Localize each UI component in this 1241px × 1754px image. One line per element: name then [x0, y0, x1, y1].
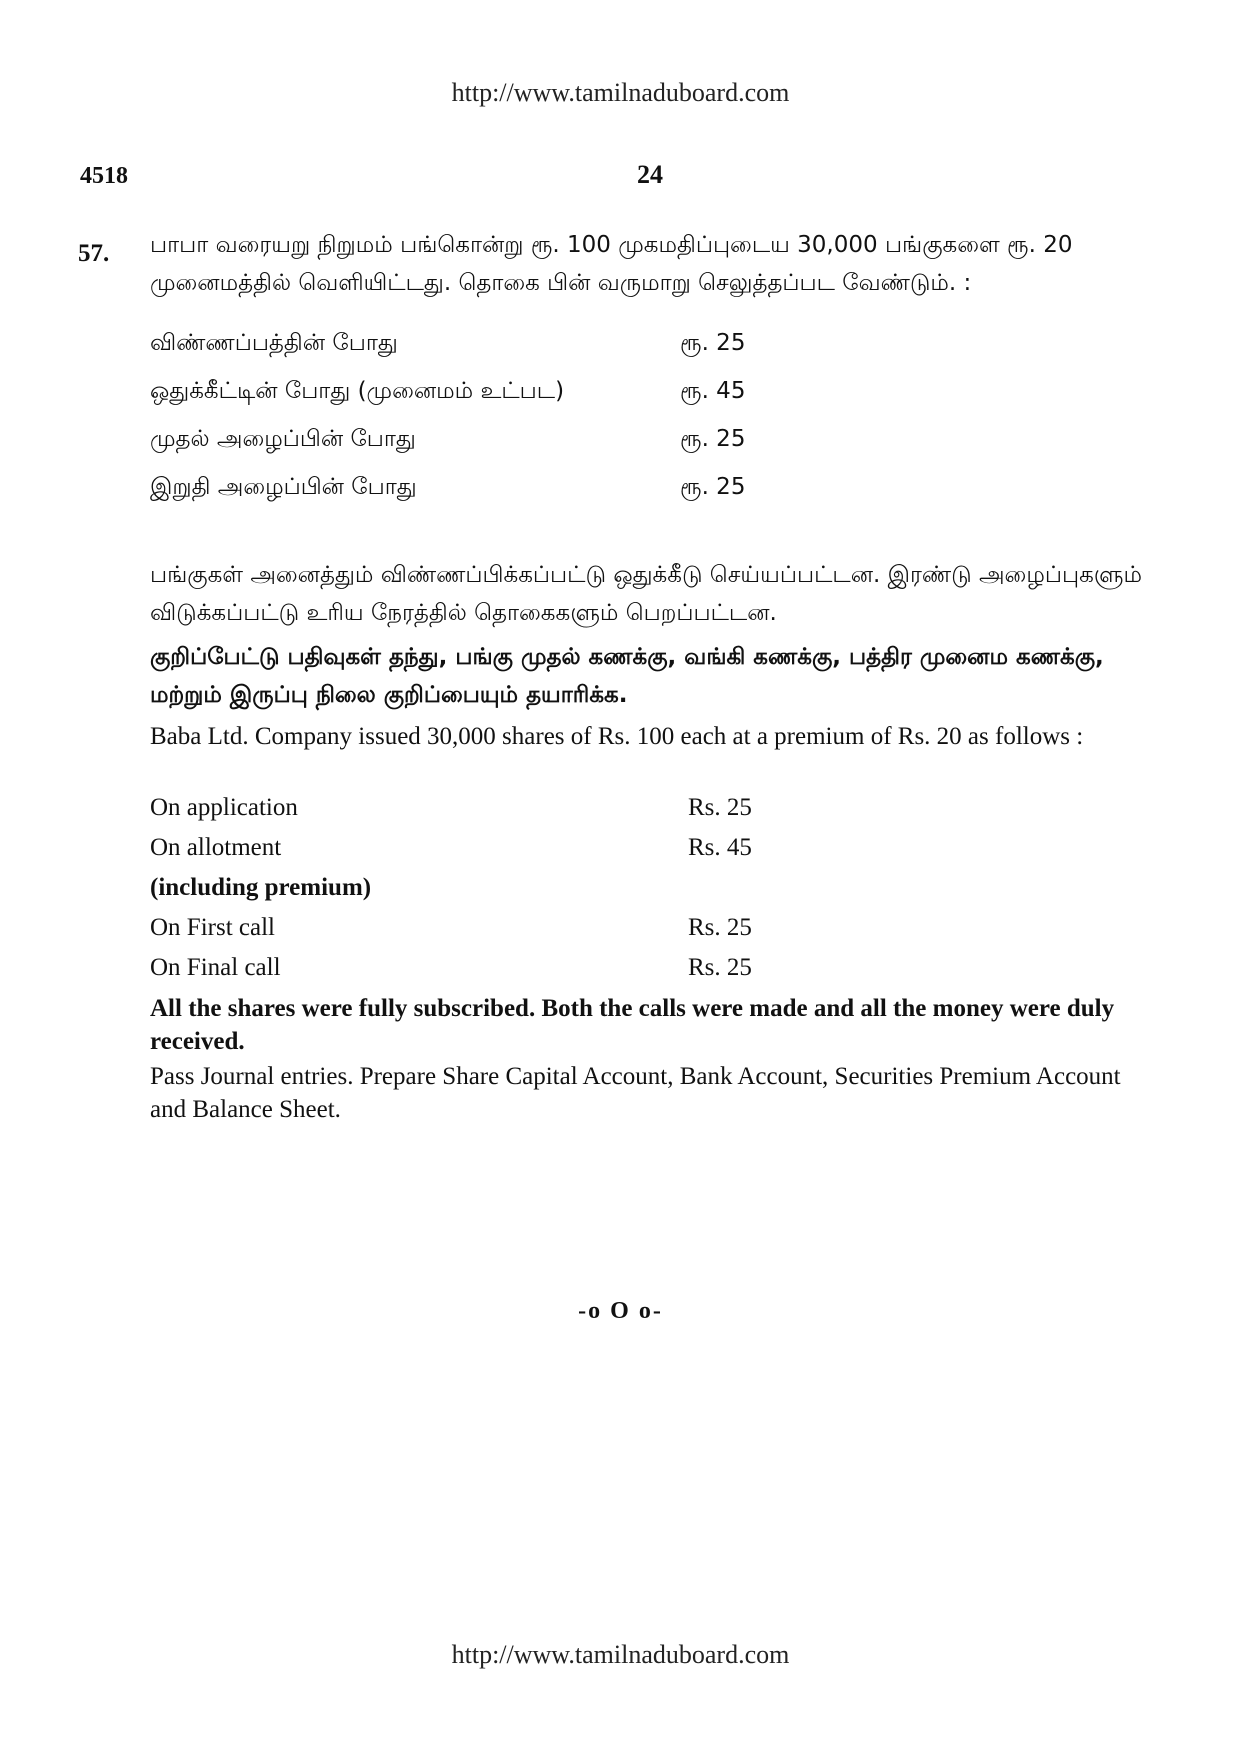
english-schedule-row [150, 914, 770, 954]
tamil-schedule-label: இறுதி அழைப்பின் போது [150, 474, 417, 500]
tamil-schedule-amount: ரூ. 45 [680, 378, 746, 404]
tamil-schedule-row [150, 426, 770, 466]
english-schedule-amount: Rs. 25 [688, 914, 752, 941]
tamil-schedule-amount: ரூ. 25 [680, 330, 746, 356]
english-paragraph-subscription: All the shares were fully subscribed. Both the calls were made and all the money were duly received. [150, 995, 1115, 1055]
english-schedule-row [150, 954, 770, 994]
english-schedule-amount: Rs. 25 [688, 954, 752, 981]
english-schedule-label: On First call [150, 914, 275, 941]
tamil-paragraph-subscription: பங்குகள் அனைத்தும் விண்ணப்பிக்கப்பட்டு ஒதுக்கீடு செய்யப்பட்டன. இரண்டு அழைப்புகளும் விடுக்கப்பட்டு உரிய நேரத்தில் தொகைகளும் பெறப்பட்டன. [150, 562, 1142, 626]
english-paragraph-instructions: Pass Journal entries. Prepare Share Capital Account, Bank Account, Securities Premium Account and Balance Sheet. [150, 1063, 1121, 1123]
english-schedule-amount: Rs. 25 [688, 794, 752, 821]
tamil-schedule-row [150, 378, 770, 418]
end-of-paper-mark: -o O o- [578, 1298, 663, 1324]
tamil-schedule-label: விண்ணப்பத்தின் போது [150, 330, 398, 356]
english-schedule-row [150, 794, 770, 834]
tamil-paragraph-instructions: குறிப்பேட்டு பதிவுகள் தந்து, பங்கு முதல் கணக்கு, வங்கி கணக்கு, பத்திர முனைம கணக்கு, மற்றும் இருப்பு நிலை குறிப்பையும் தயாரிக்க. [150, 644, 1104, 708]
tamil-schedule-label: ஒதுக்கீட்டின் போது (முனைமம் உட்பட) [150, 378, 565, 404]
tamil-schedule-row [150, 474, 770, 514]
english-question-intro: Baba Ltd. Company issued 30,000 shares of Rs. 100 each at a premium of Rs. 20 as follows : [150, 723, 1084, 750]
source-url-bottom: http://www.tamilnaduboard.com [451, 1640, 790, 1669]
tamil-schedule-amount: ரூ. 25 [680, 474, 746, 500]
english-schedule-row [150, 874, 770, 914]
english-schedule-row [150, 834, 770, 874]
paper-code: 4518 [80, 163, 128, 189]
english-schedule-label: (including premium) [150, 874, 372, 901]
tamil-question-intro: பாபா வரையறு நிறுமம் பங்கொன்று ரூ. 100 முகமதிப்புடைய 30,000 பங்குகளை ரூ. 20 முனைமத்தில் வெளியிட்டது. தொகை பின் வருமாறு செலுத்தப்பட வேண்டும். : [150, 232, 1073, 296]
english-schedule-label: On Final call [150, 954, 281, 981]
english-schedule-amount: Rs. 45 [688, 834, 752, 861]
english-schedule-label: On allotment [150, 834, 282, 861]
page-number: 24 [637, 160, 663, 189]
english-schedule-label: On application [150, 794, 298, 821]
tamil-schedule-amount: ரூ. 25 [680, 426, 746, 452]
tamil-schedule-label: முதல் அழைப்பின் போது [150, 426, 416, 452]
tamil-schedule-row [150, 330, 770, 370]
question-number: 57. [78, 240, 110, 267]
source-url-top: http://www.tamilnaduboard.com [451, 78, 790, 107]
